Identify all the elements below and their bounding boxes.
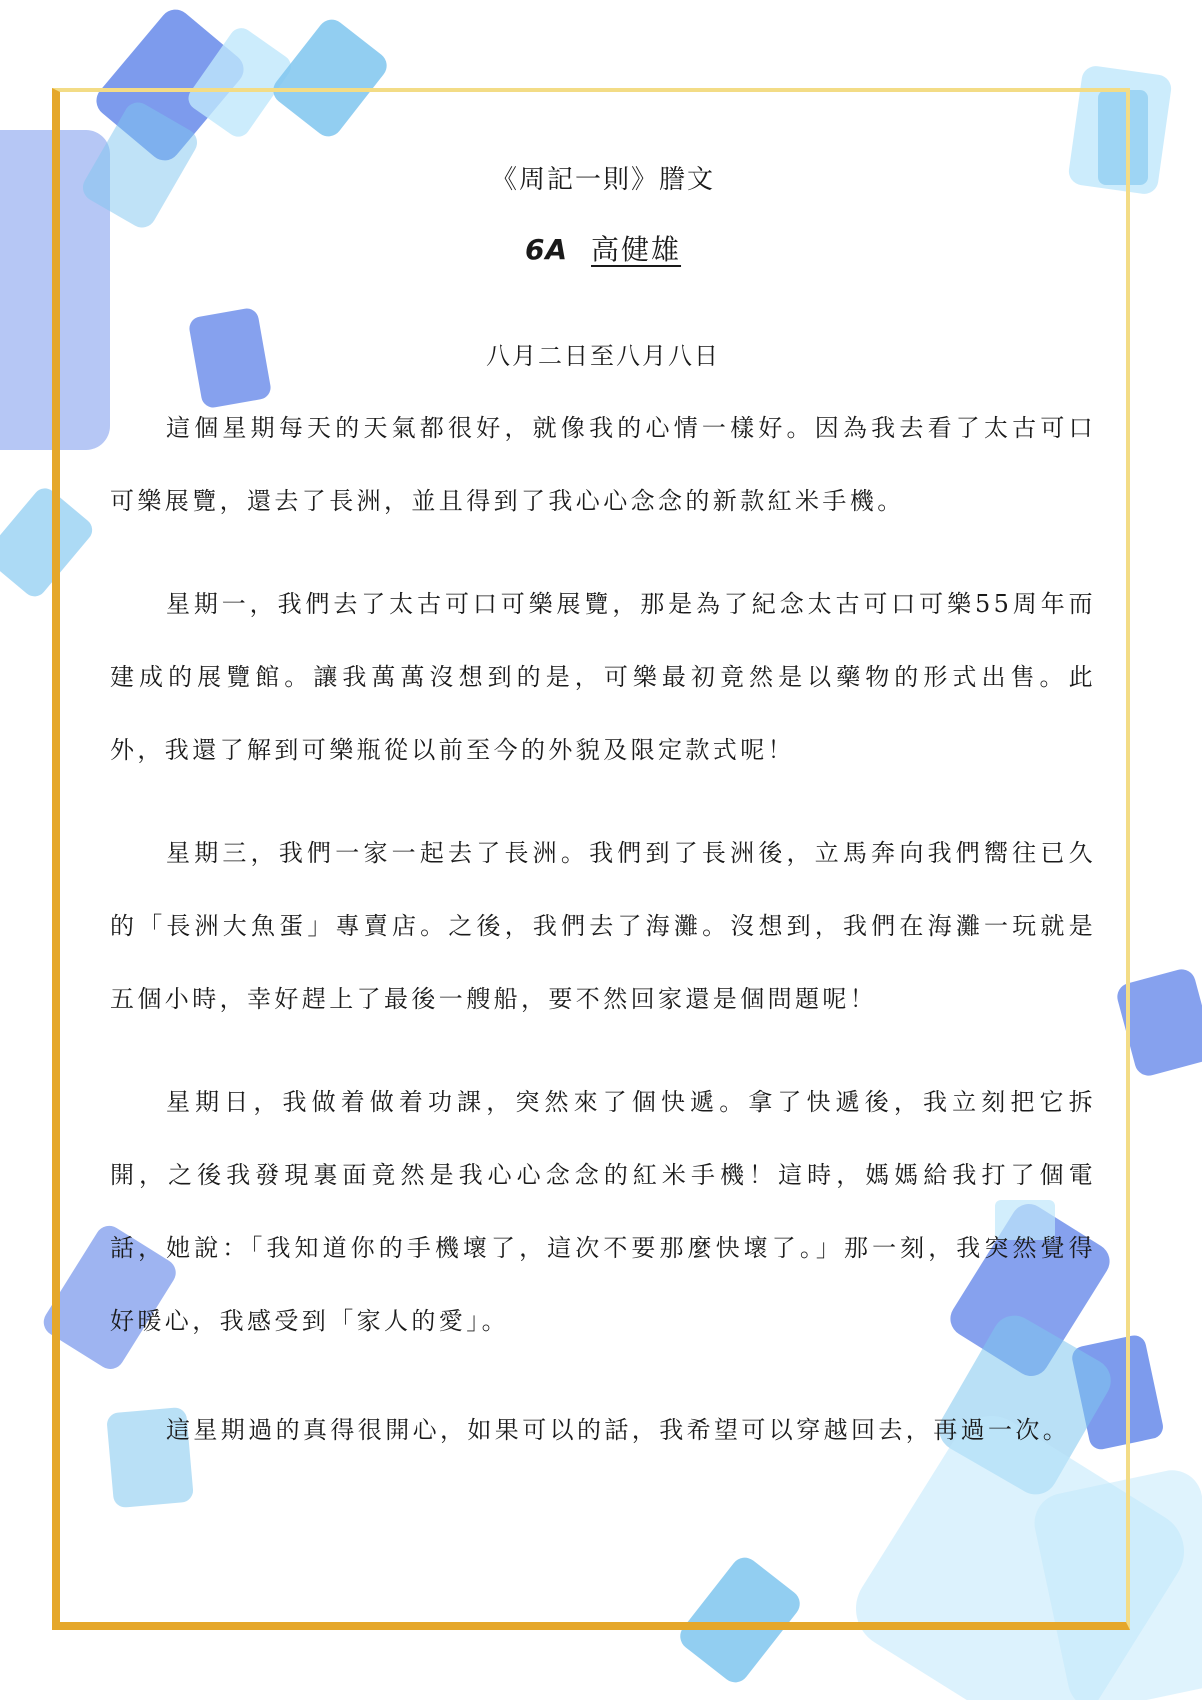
author-name: 高健雄 (591, 233, 682, 266)
paragraph-3: 星期三，我們一家一起去了長洲。我們到了長洲後，立馬奔向我們嚮往已久的「長洲大魚蛋」專賣店。之後，我們去了海灘。沒想到，我們在海灘一玩就是五個小時，幸好趕上了最後一艘船，要不然回家還是個問題呢！ (110, 839, 1096, 1013)
paragraph-4: 星期日，我做着做着功課，突然來了個快遞。拿了快遞後，我立刻把它拆開，之後我發現裏面竟然是我心心念念的紅米手機！這時，媽媽給我打了個電話，她說：「我知道你的手機壞了，這次不要那麼快壞了。」那一刻，我突然覺得好暖心，我感受到「家人的愛」。 (110, 1088, 1096, 1335)
paragraph-5: 這星期過的真得很開心，如果可以的話，我希望可以穿越回去，再過一次。 (166, 1416, 1071, 1444)
document-title: 《周記一則》謄文 (490, 165, 715, 195)
author-class: 6A (524, 233, 569, 266)
paragraph-1: 這個星期每天的天氣都很好，就像我的心情一樣好。因為我去看了太古可口可樂展覽，還去了長洲，並且得到了我心心念念的新款紅米手機。 (110, 414, 1096, 515)
author-line (110, 228, 1096, 272)
document-body (110, 140, 1096, 1467)
paragraph-2: 星期一，我們去了太古可口可樂展覽，那是為了紀念太古可口可樂55周年而建成的展覽館。讓我萬萬沒想到的是，可樂最初竟然是以藥物的形式出售。此外，我還了解到可樂瓶從以前至今的外貌及限定款式呢！ (110, 590, 1096, 764)
date-range: 八月二日至八月八日 (486, 342, 720, 370)
